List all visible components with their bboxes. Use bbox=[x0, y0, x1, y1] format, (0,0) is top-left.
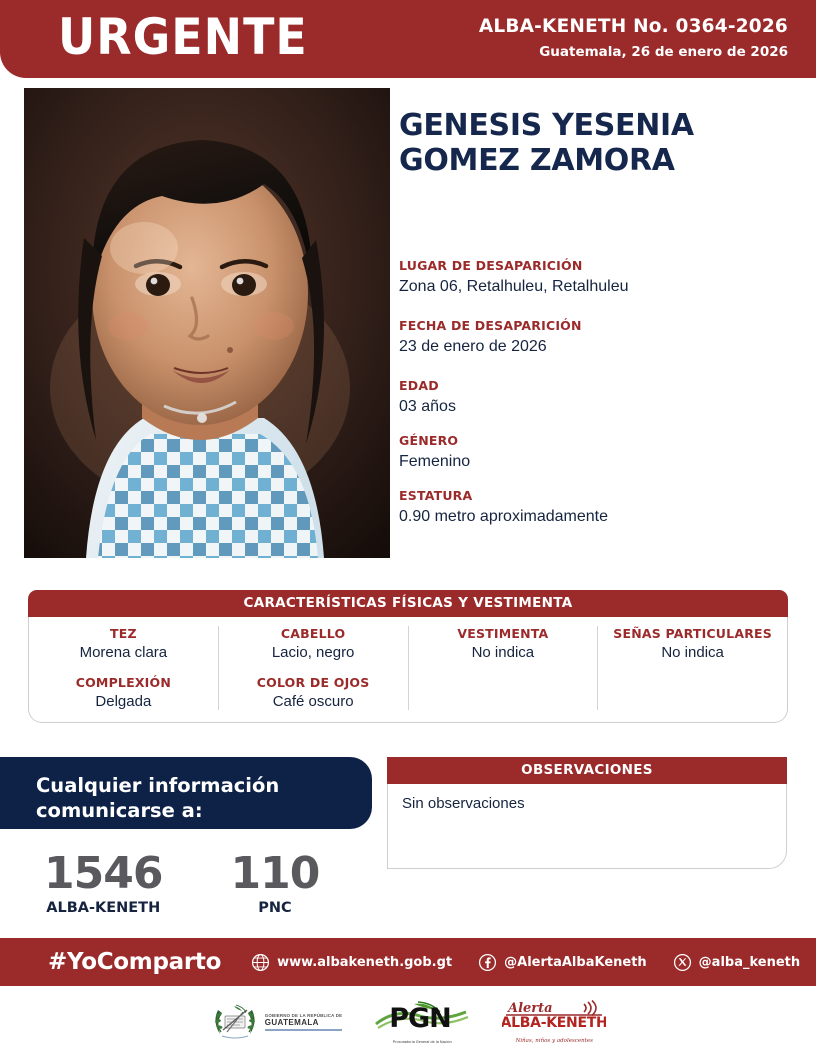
contact-heading bbox=[36, 773, 279, 824]
social-link-facebook[interactable] bbox=[478, 953, 647, 972]
logo-alba-keneth bbox=[502, 1000, 606, 1044]
char-label: COMPLEXIÓN bbox=[75, 675, 172, 690]
social-text: www.albakeneth.gob.gt bbox=[277, 954, 453, 970]
pgn-icon bbox=[374, 1000, 470, 1034]
char-label: SEÑAS PARTICULARES bbox=[613, 626, 772, 641]
phone-label: PNC bbox=[258, 900, 292, 916]
char-label: TEZ bbox=[110, 626, 137, 641]
char-label: COLOR DE OJOS bbox=[256, 675, 370, 690]
observations-title: OBSERVACIONES bbox=[387, 757, 787, 784]
characteristics-column-2 bbox=[219, 626, 409, 710]
characteristics-column-3 bbox=[409, 626, 599, 710]
footer-bar bbox=[0, 938, 816, 986]
detail-list bbox=[399, 258, 799, 543]
guatemala-logo-line2: GUATEMALA bbox=[264, 1018, 319, 1028]
logo-row bbox=[0, 992, 816, 1052]
characteristics-column-1 bbox=[29, 626, 219, 710]
page-title bbox=[399, 108, 799, 178]
social-text: @AlertaAlbaKeneth bbox=[504, 954, 647, 970]
contact-heading-line1: Cualquier información bbox=[36, 774, 280, 797]
char-value: No indica bbox=[471, 644, 535, 661]
facebook-icon bbox=[478, 953, 497, 972]
detail-label: ESTATURA bbox=[399, 488, 473, 503]
detail-label: FECHA DE DESAPARICIÓN bbox=[399, 318, 582, 333]
char-label: CABELLO bbox=[280, 626, 346, 641]
detail-item-fecha bbox=[399, 318, 799, 356]
detail-label: LUGAR DE DESAPARICIÓN bbox=[399, 258, 583, 273]
header-bar bbox=[0, 0, 816, 78]
phone-number[interactable]: 110 bbox=[230, 848, 320, 899]
person-name-line2: GOMEZ ZAMORA bbox=[399, 143, 675, 179]
char-label: VESTIMENTA bbox=[457, 626, 549, 641]
characteristics-table bbox=[28, 590, 788, 723]
contact-banner bbox=[0, 757, 372, 829]
case-number: ALBA-KENETH No. 0364-2026 bbox=[478, 16, 788, 37]
detail-value: 03 años bbox=[399, 398, 456, 415]
pgn-subtitle: Procuraduría General de la Nación bbox=[392, 1040, 452, 1044]
phone-item-pnc[interactable] bbox=[230, 848, 320, 916]
pgn-title: PGN bbox=[389, 1003, 452, 1034]
social-link-website[interactable] bbox=[251, 953, 452, 972]
char-value: Café oscuro bbox=[272, 693, 354, 710]
detail-label: EDAD bbox=[399, 378, 439, 393]
phone-item-alba-keneth[interactable] bbox=[44, 848, 163, 916]
social-text: @alba_keneth bbox=[698, 954, 801, 970]
detail-item-genero bbox=[399, 433, 799, 471]
detail-value: Femenino bbox=[399, 453, 471, 470]
x-twitter-icon bbox=[673, 953, 692, 972]
alerta-script: Alerta bbox=[508, 1001, 553, 1016]
char-value: Delgada bbox=[95, 693, 152, 710]
alba-tagline: Niñas, niños y adolescentes bbox=[515, 1038, 593, 1044]
observations-panel bbox=[387, 757, 787, 869]
guatemala-logo-text bbox=[265, 1013, 343, 1030]
observations-text: Sin observaciones bbox=[387, 784, 787, 869]
missing-child-photo bbox=[24, 88, 390, 558]
logo-pgn bbox=[374, 1000, 470, 1044]
header-meta bbox=[479, 16, 788, 60]
urgent-label: URGENTE bbox=[58, 8, 308, 66]
phone-number[interactable]: 1546 bbox=[44, 848, 163, 899]
detail-value: 0.90 metro aproximadamente bbox=[399, 508, 608, 525]
alba-keneth-icon bbox=[502, 1000, 606, 1032]
guatemala-logo-line1: GOBIERNO DE LA REPÚBLICA DE bbox=[264, 1013, 343, 1019]
issue-date: Guatemala, 26 de enero de 2026 bbox=[539, 44, 788, 60]
contact-heading-line2: comunicarse a: bbox=[36, 799, 203, 823]
detail-label: GÉNERO bbox=[399, 433, 459, 448]
detail-item-estatura bbox=[399, 488, 799, 526]
phone-label: ALBA-KENETH bbox=[46, 900, 161, 916]
social-link-x[interactable] bbox=[673, 953, 800, 972]
logo-gobierno-guatemala bbox=[210, 1000, 343, 1044]
detail-item-lugar bbox=[399, 258, 799, 296]
person-name-line1: GENESIS YESENIA bbox=[399, 108, 694, 143]
characteristics-column-4 bbox=[598, 626, 787, 710]
globe-icon bbox=[251, 953, 270, 972]
detail-item-edad bbox=[399, 378, 799, 416]
hashtag-label: #YoComparto bbox=[48, 949, 222, 975]
detail-value: 23 de enero de 2026 bbox=[399, 338, 547, 355]
characteristics-body bbox=[28, 617, 788, 723]
char-value: Lacio, negro bbox=[271, 644, 355, 661]
guatemala-seal-icon bbox=[210, 1000, 260, 1044]
guatemala-logo-rule bbox=[265, 1029, 343, 1031]
char-value: Morena clara bbox=[79, 644, 168, 661]
alba-keneth-title: ALBA-KENETH bbox=[502, 1015, 607, 1031]
characteristics-title: CARACTERÍSTICAS FÍSICAS Y VESTIMENTA bbox=[28, 590, 788, 617]
social-links bbox=[251, 953, 800, 972]
char-value: No indica bbox=[661, 644, 724, 661]
phone-list bbox=[24, 848, 384, 916]
detail-value: Zona 06, Retalhuleu, Retalhuleu bbox=[399, 278, 629, 295]
